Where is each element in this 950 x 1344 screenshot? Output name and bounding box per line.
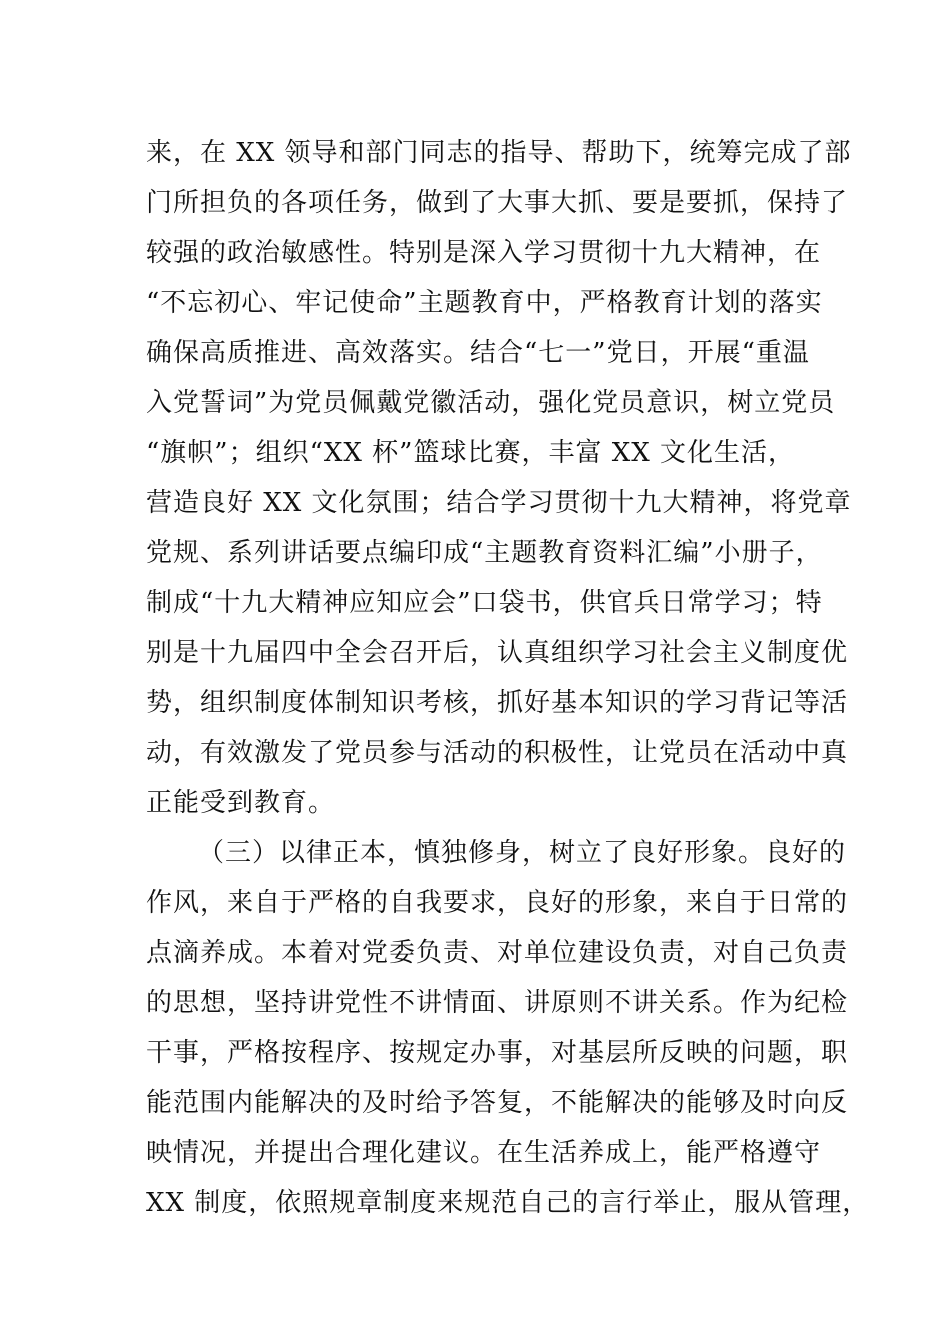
text-line: XX 制度，依照规章制度来规范自己的言行举止，服从管理， xyxy=(146,1188,870,1218)
text-line: “旗帜”；组织“XX 杯”篮球比赛，丰富 XX 文化生活， xyxy=(146,438,796,468)
text-line: 来，在 XX 领导和部门同志的指导、帮助下，统筹完成了部 xyxy=(146,138,852,168)
text-line: 别是十九届四中全会召开后，认真组织学习社会主义制度优 xyxy=(146,638,849,668)
text-line: 映情况，并提出合理化建议。在生活养成上，能严格遵守 xyxy=(146,1138,822,1168)
text-line: 门所担负的各项任务，做到了大事大抓、要是要抓，保持了 xyxy=(146,188,849,218)
text-line: 营造良好 XX 文化氛围；结合学习贯彻十九大精神，将党章 xyxy=(146,488,852,518)
body-text xyxy=(146,128,870,1228)
text-line: 动，有效激发了党员参与活动的积极性，让党员在活动中真 xyxy=(146,738,849,768)
section-heading-line: （三）以律正本，慎独修身，树立了良好形象。良好的 xyxy=(198,838,847,868)
text-line: 确保高质推进、高效落实。结合“七一”党日，开展“重温 xyxy=(146,338,810,368)
text-line: 制成“十九大精神应知应会”口袋书，供官兵日常学习；特 xyxy=(146,588,823,618)
text-line: 的思想，坚持讲党性不讲情面、讲原则不讲关系。作为纪检 xyxy=(146,988,849,1018)
text-line: 正能受到教育。 xyxy=(146,788,336,818)
text-line: 势，组织制度体制知识考核，抓好基本知识的学习背记等活 xyxy=(146,688,849,718)
text-line: 较强的政治敏感性。特别是深入学习贯彻十九大精神，在 xyxy=(146,238,822,268)
text-line: 入党誓词”为党员佩戴党徽活动，强化党员意识，树立党员 xyxy=(146,388,836,418)
text-line: 能范围内能解决的及时给予答复，不能解决的能够及时向反 xyxy=(146,1088,849,1118)
text-line: 作风，来自于严格的自我要求，良好的形象，来自于日常的 xyxy=(146,888,849,918)
text-line: 干事，严格按程序、按规定办事，对基层所反映的问题，职 xyxy=(146,1038,849,1068)
text-line: “不忘初心、牢记使命”主题教育中，严格教育计划的落实 xyxy=(146,288,823,318)
text-line: 点滴养成。本着对党委负责、对单位建设负责，对自己负责 xyxy=(146,938,849,968)
text-line: 党规、系列讲话要点编印成“主题教育资料汇编”小册子， xyxy=(146,538,823,568)
